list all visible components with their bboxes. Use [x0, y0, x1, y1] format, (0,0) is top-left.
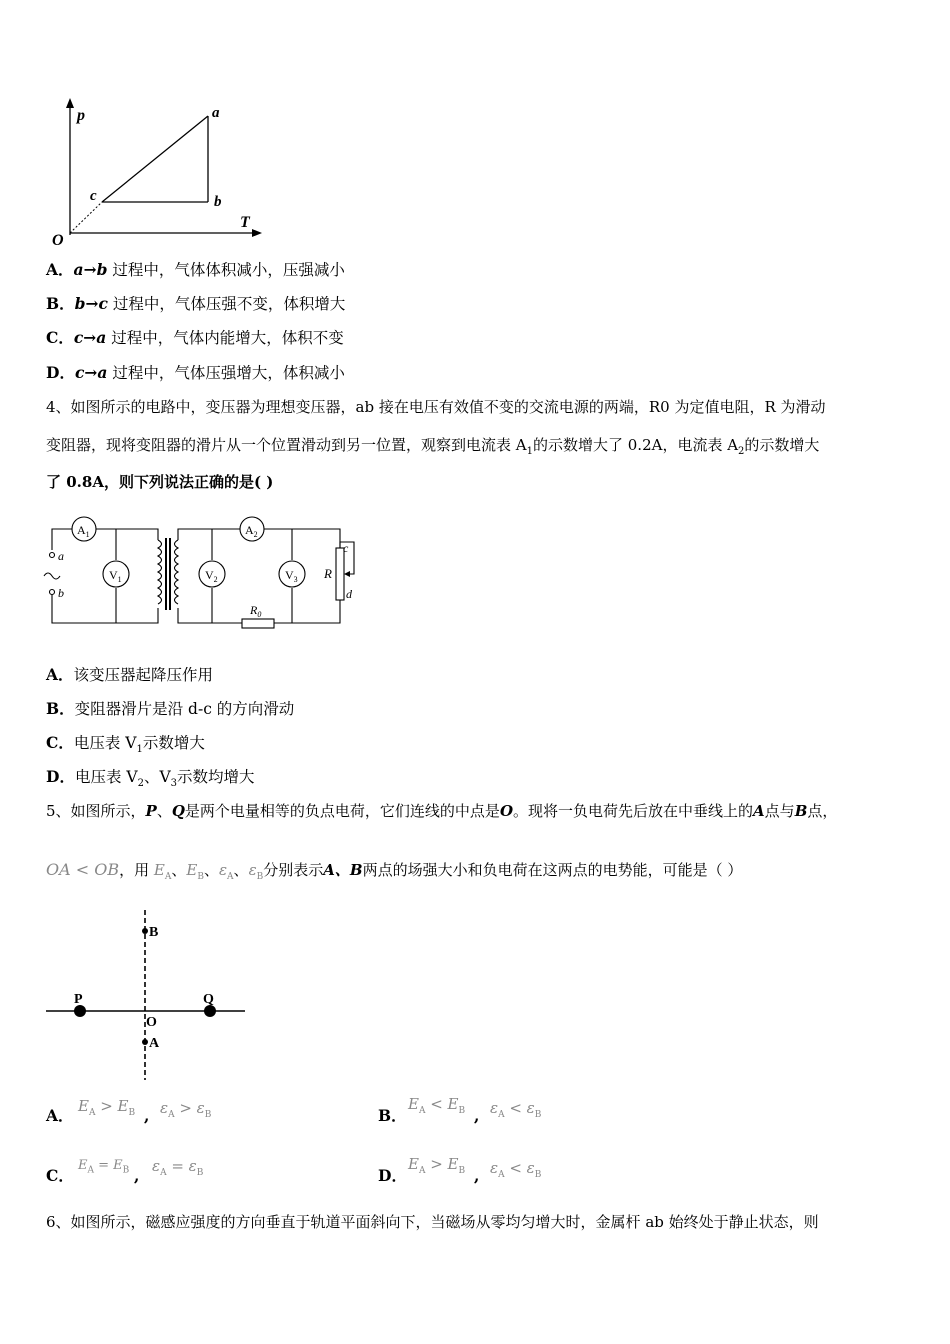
d-label: d [346, 587, 352, 601]
terminal-b [50, 590, 55, 595]
secondary-wire-top-right [264, 529, 340, 548]
extension-line [70, 202, 102, 233]
a-point-label: A [149, 1036, 160, 1051]
q4-option-d: D．电压表 $V_2$、$V_3$示数均增大 [46, 767, 255, 790]
ac-source-symbol [44, 573, 60, 579]
primary-wire-top [96, 529, 158, 540]
p-axis-arrow [66, 98, 74, 108]
resistor-r0 [242, 619, 274, 628]
t-label: T [240, 214, 250, 231]
q6-stem-line1: 6、如图所示，磁感应强度的方向垂直于轨道平面斜向下，当磁场从零均匀增大时，金属杆 ab 始终处于静止状态，则 [46, 1213, 819, 1231]
symbol-ea: $E_A$ [153, 861, 172, 882]
q3-option-a: A．a→b 过程中，气体体积减小，压强减小 [46, 260, 345, 279]
point-c-label: c [90, 188, 97, 204]
b-terminal-label: b [58, 586, 64, 600]
b-point-label: B [149, 925, 159, 940]
a1-label: $A_1$ [77, 523, 90, 539]
secondary-wire-bottom-left [178, 608, 242, 623]
q5-stem-line1: 5、如图所示，P、Q是两个电量相等的负点电荷，它们连线的中点是O。现将一负电荷先后放在中垂线上的A点与B点， [46, 802, 838, 820]
q4-stem-line3: 了 0.8A，则下列说法正确的是( ) [46, 473, 274, 491]
v1-label: $V_1$ [109, 568, 122, 584]
q4-option-a: A．该变压器起降压作用 [46, 665, 214, 684]
primary-wire-bottom [52, 595, 158, 623]
charges-figure [40, 905, 250, 1085]
option-a-expr1: $E_A > E_B$ [78, 1097, 136, 1118]
q4-stem-line1: 4、如图所示的电路中，变压器为理想变压器，ab 接在电压有效值不变的交流电源的两端，R0 为定值电阻，R 为滑动 [46, 398, 826, 416]
oa-ob-condition: OA < OB [46, 860, 120, 879]
option-c-expr1: $E_A = E_B$ [78, 1158, 130, 1176]
a-terminal-label: a [58, 549, 64, 563]
r0-label: $R_0$ [250, 603, 262, 619]
option-d-expr1: $E_A > E_B$ [408, 1155, 466, 1176]
v2-label: $V_2$ [205, 568, 218, 584]
slider-arrow [344, 571, 350, 577]
t-axis-arrow [252, 229, 262, 237]
point-b [142, 928, 148, 934]
option-b-expr2: $\varepsilon_A < \varepsilon_B$ [490, 1099, 542, 1120]
point-b-label: b [214, 194, 222, 210]
q5-stem-line2: OA < OB，用 $E_A$、$E_B$、$\varepsilon_A$、$\varepsilon_B$分别表示A、B两点的场强大小和负电荷在这两点的电势能，可能是（ ） [46, 860, 743, 882]
q3-option-b: B．b→c 过程中，气体压强不变，体积增大 [46, 294, 346, 313]
p-t-graph [40, 95, 280, 255]
c-label: c [343, 541, 349, 555]
terminal-a [50, 553, 55, 558]
p-charge-label: P [74, 992, 83, 1007]
q3-option-d: D．c→a 过程中，气体压强增大，体积减小 [46, 363, 345, 382]
origin-label: O [52, 232, 64, 249]
q4-stem-line2: 变阻器，现将变阻器的滑片从一个位置滑动到另一位置，观察到电流表 $A_1$的示数增大了 0.2A，电流表 $A_2$的示数增大 [46, 436, 820, 457]
symbol-epsilon-b: $\varepsilon_B$ [248, 861, 264, 882]
rheostat-r [336, 548, 344, 600]
option-d-expr2: $\varepsilon_A < \varepsilon_B$ [490, 1159, 542, 1180]
a2-label: $A_2$ [245, 523, 258, 539]
option-a-expr2: $\varepsilon_A > \varepsilon_B$ [160, 1099, 212, 1120]
q-charge-label: Q [203, 992, 214, 1007]
q4-option-c: C．电压表 $V_1$示数增大 [46, 733, 205, 756]
primary-wire-top-left [52, 529, 72, 550]
q3-option-c: C．c→a 过程中，气体内能增大，体积不变 [46, 328, 344, 347]
option-c-expr2: $\varepsilon_A = \varepsilon_B$ [152, 1157, 204, 1178]
line-ca [102, 116, 208, 202]
secondary-wire-bottom-right [274, 600, 340, 623]
symbol-epsilon-a: $\varepsilon_A$ [218, 861, 234, 882]
transformer-circuit [40, 510, 370, 640]
p-label: p [77, 107, 85, 124]
point-a [142, 1039, 148, 1045]
option-b-expr1: $E_A < E_B$ [408, 1095, 466, 1116]
symbol-eb: $E_B$ [186, 861, 204, 882]
o-point-label: O [146, 1015, 157, 1030]
secondary-coil [175, 540, 179, 604]
v3-label: $V_3$ [285, 568, 298, 584]
point-a-label: a [212, 105, 220, 121]
q4-option-b: B．变阻器滑片是沿 d-c 的方向滑动 [46, 699, 295, 718]
r-label: R [324, 566, 332, 581]
secondary-wire-top-left [178, 529, 240, 540]
primary-coil [158, 540, 162, 604]
